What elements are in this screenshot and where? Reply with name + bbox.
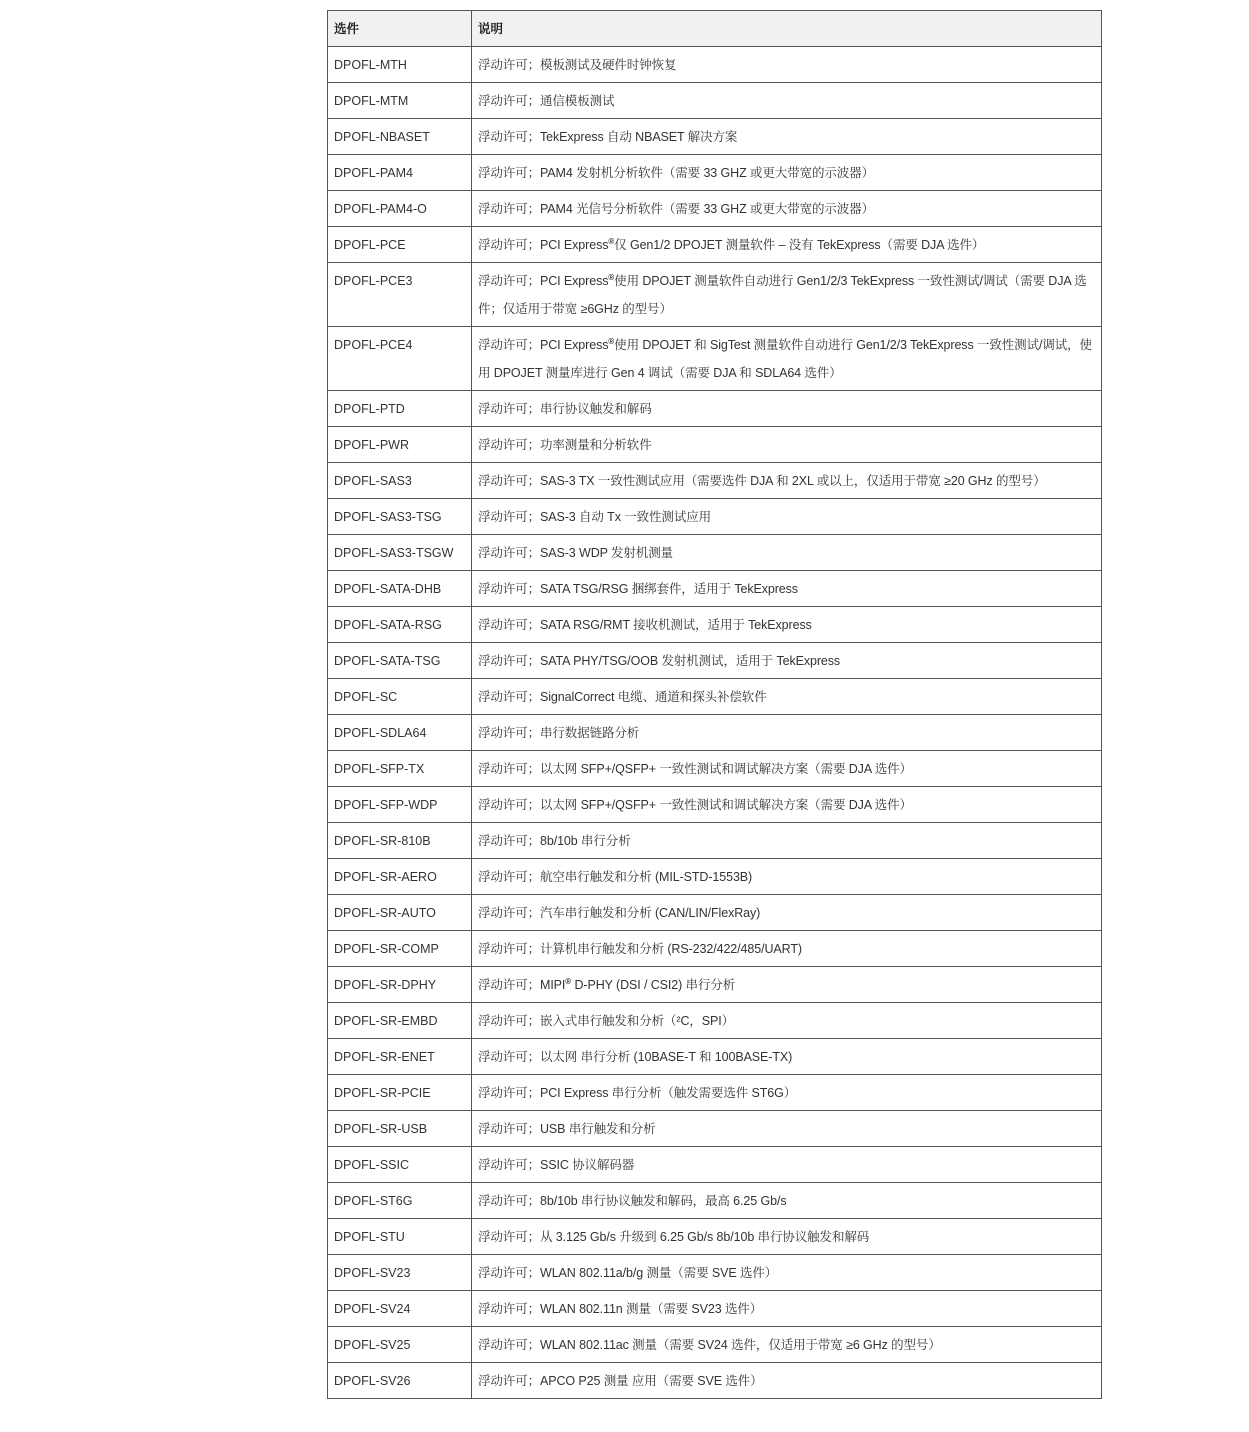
- description-column-header: 说明: [472, 11, 1102, 47]
- option-code-cell: DPOFL-MTH: [328, 47, 472, 83]
- table-row: [328, 83, 1102, 119]
- description-cell: 浮动许可；8b/10b 串行分析: [472, 823, 1102, 859]
- option-code-cell: DPOFL-PCE: [328, 227, 472, 263]
- table-row: [328, 931, 1102, 967]
- table-row: [328, 787, 1102, 823]
- description-cell: [472, 967, 1102, 1003]
- option-code-cell: DPOFL-PAM4-O: [328, 191, 472, 227]
- description-cell: 浮动许可；WLAN 802.11ac 测量（需要 SV24 选件，仅适用于带宽 ≥6 GHz 的型号）: [472, 1327, 1102, 1363]
- option-code-cell: DPOFL-SAS3: [328, 463, 472, 499]
- registered-mark: ®: [608, 336, 615, 346]
- table-row: [328, 607, 1102, 643]
- option-code-cell: DPOFL-PTD: [328, 391, 472, 427]
- option-code-cell: DPOFL-SFP-WDP: [328, 787, 472, 823]
- description-text: 浮动许可；PCI Express: [478, 338, 609, 352]
- description-cell: 浮动许可；计算机串行触发和分析 (RS-232/422/485/UART): [472, 931, 1102, 967]
- description-cell: 浮动许可；TekExpress 自动 NBASET 解决方案: [472, 119, 1102, 155]
- table-row: [328, 1327, 1102, 1363]
- table-body: [328, 47, 1102, 1399]
- option-code-cell: DPOFL-SV24: [328, 1291, 472, 1327]
- description-cell: 浮动许可；嵌入式串行触发和分析（²C，SPI）: [472, 1003, 1102, 1039]
- table-row: [328, 1003, 1102, 1039]
- table-row: [328, 715, 1102, 751]
- description-cell: 浮动许可；SAS-3 自动 Tx 一致性测试应用: [472, 499, 1102, 535]
- description-cell: 浮动许可；通信模板测试: [472, 83, 1102, 119]
- description-cell: 浮动许可；8b/10b 串行协议触发和解码，最高 6.25 Gb/s: [472, 1183, 1102, 1219]
- table-row: [328, 427, 1102, 463]
- option-code-cell: DPOFL-NBASET: [328, 119, 472, 155]
- table-row: [328, 119, 1102, 155]
- description-cell: [472, 327, 1102, 391]
- option-code-cell: DPOFL-SR-DPHY: [328, 967, 472, 1003]
- description-cell: 浮动许可；以太网 串行分析 (10BASE-T 和 100BASE-TX): [472, 1039, 1102, 1075]
- table-row: [328, 967, 1102, 1003]
- description-cell: 浮动许可；SATA PHY/TSG/OOB 发射机测试，适用于 TekExpress: [472, 643, 1102, 679]
- table-row: [328, 227, 1102, 263]
- table-row: [328, 47, 1102, 83]
- registered-mark: ®: [608, 272, 615, 282]
- options-table: [327, 10, 1102, 1399]
- option-code-cell: DPOFL-SR-ENET: [328, 1039, 472, 1075]
- registered-mark: ®: [608, 236, 615, 246]
- description-cell: 浮动许可；串行数据链路分析: [472, 715, 1102, 751]
- table-header: [328, 11, 1102, 47]
- table-row: [328, 859, 1102, 895]
- description-cell: 浮动许可；SATA TSG/RSG 捆绑套件，适用于 TekExpress: [472, 571, 1102, 607]
- option-column-header: 选件: [328, 11, 472, 47]
- description-cell: 浮动许可；以太网 SFP+/QSFP+ 一致性测试和调试解决方案（需要 DJA 选件）: [472, 751, 1102, 787]
- description-cell: 浮动许可；SATA RSG/RMT 接收机测试，适用于 TekExpress: [472, 607, 1102, 643]
- table-row: [328, 1363, 1102, 1399]
- description-cell: 浮动许可；APCO P25 测量 应用（需要 SVE 选件）: [472, 1363, 1102, 1399]
- table-row: [328, 1147, 1102, 1183]
- description-cell: 浮动许可；以太网 SFP+/QSFP+ 一致性测试和调试解决方案（需要 DJA 选件）: [472, 787, 1102, 823]
- description-cell: 浮动许可；从 3.125 Gb/s 升级到 6.25 Gb/s 8b/10b 串行协议触发和解码: [472, 1219, 1102, 1255]
- option-code-cell: DPOFL-SATA-RSG: [328, 607, 472, 643]
- table-row: [328, 679, 1102, 715]
- description-cell: 浮动许可；WLAN 802.11n 测量（需要 SV23 选件）: [472, 1291, 1102, 1327]
- description-cell: 浮动许可；USB 串行触发和分析: [472, 1111, 1102, 1147]
- option-code-cell: DPOFL-SFP-TX: [328, 751, 472, 787]
- table-row: [328, 895, 1102, 931]
- description-text: 浮动许可；PCI Express: [478, 238, 609, 252]
- option-code-cell: DPOFL-SV25: [328, 1327, 472, 1363]
- option-code-cell: DPOFL-SR-PCIE: [328, 1075, 472, 1111]
- description-text: D-PHY (DSI / CSI2) 串行分析: [571, 978, 736, 992]
- description-text: 使用 DPOJET 测量软件自动进行 Gen1/2/3 TekExpress 一致性测试/调试（需要 DJA 选件；仅适用于带宽 ≥6GHz 的型号）: [478, 274, 1087, 316]
- table-row: [328, 263, 1102, 327]
- table-row: [328, 643, 1102, 679]
- option-code-cell: DPOFL-SATA-DHB: [328, 571, 472, 607]
- option-code-cell: DPOFL-SV26: [328, 1363, 472, 1399]
- description-text: 仅 Gen1/2 DPOJET 测量软件 – 没有 TekExpress（需要 DJA 选件）: [614, 238, 985, 252]
- description-cell: 浮动许可；SAS-3 WDP 发射机测量: [472, 535, 1102, 571]
- description-text: 使用 DPOJET 和 SigTest 测量软件自动进行 Gen1/2/3 TekExpress 一致性测试/调试，使用 DPOJET 测量库进行 Gen 4 调试（需要 DJA 和 SDLA64 选件）: [478, 338, 1092, 380]
- option-code-cell: DPOFL-SR-AERO: [328, 859, 472, 895]
- option-code-cell: DPOFL-SV23: [328, 1255, 472, 1291]
- registered-mark: ®: [565, 976, 572, 986]
- header-row: [328, 11, 1102, 47]
- table-row: [328, 155, 1102, 191]
- table-row: [328, 1255, 1102, 1291]
- description-cell: [472, 227, 1102, 263]
- option-code-cell: DPOFL-SR-USB: [328, 1111, 472, 1147]
- table-row: [328, 191, 1102, 227]
- description-cell: 浮动许可；SignalCorrect 电缆、通道和探头补偿软件: [472, 679, 1102, 715]
- description-cell: 浮动许可；PAM4 光信号分析软件（需要 33 GHZ 或更大带宽的示波器）: [472, 191, 1102, 227]
- table-row: [328, 571, 1102, 607]
- option-code-cell: DPOFL-PWR: [328, 427, 472, 463]
- option-code-cell: DPOFL-SR-810B: [328, 823, 472, 859]
- table-row: [328, 1111, 1102, 1147]
- description-cell: 浮动许可；串行协议触发和解码: [472, 391, 1102, 427]
- table-row: [328, 391, 1102, 427]
- option-code-cell: DPOFL-SC: [328, 679, 472, 715]
- description-cell: [472, 263, 1102, 327]
- description-cell: 浮动许可；SAS-3 TX 一致性测试应用（需要选件 DJA 和 2XL 或以上，仅适用于带宽 ≥20 GHz 的型号）: [472, 463, 1102, 499]
- option-code-cell: DPOFL-SATA-TSG: [328, 643, 472, 679]
- option-code-cell: DPOFL-STU: [328, 1219, 472, 1255]
- description-text: 浮动许可；MIPI: [478, 978, 566, 992]
- description-cell: 浮动许可；功率测量和分析软件: [472, 427, 1102, 463]
- option-code-cell: DPOFL-SR-EMBD: [328, 1003, 472, 1039]
- table-row: [328, 535, 1102, 571]
- table-row: [328, 1075, 1102, 1111]
- description-cell: 浮动许可；模板测试及硬件时钟恢复: [472, 47, 1102, 83]
- description-cell: 浮动许可；WLAN 802.11a/b/g 测量（需要 SVE 选件）: [472, 1255, 1102, 1291]
- table-row: [328, 751, 1102, 787]
- table-row: [328, 463, 1102, 499]
- description-cell: 浮动许可；SSIC 协议解码器: [472, 1147, 1102, 1183]
- table-row: [328, 1291, 1102, 1327]
- table-row: [328, 1183, 1102, 1219]
- option-code-cell: DPOFL-PCE4: [328, 327, 472, 391]
- table-row: [328, 1219, 1102, 1255]
- table-row: [328, 1039, 1102, 1075]
- option-code-cell: DPOFL-SSIC: [328, 1147, 472, 1183]
- description-cell: 浮动许可；PCI Express 串行分析（触发需要选件 ST6G）: [472, 1075, 1102, 1111]
- option-code-cell: DPOFL-MTM: [328, 83, 472, 119]
- option-code-cell: DPOFL-SAS3-TSGW: [328, 535, 472, 571]
- description-cell: 浮动许可；PAM4 发射机分析软件（需要 33 GHZ 或更大带宽的示波器）: [472, 155, 1102, 191]
- option-code-cell: DPOFL-PCE3: [328, 263, 472, 327]
- table-row: [328, 823, 1102, 859]
- option-code-cell: DPOFL-SR-AUTO: [328, 895, 472, 931]
- option-code-cell: DPOFL-SAS3-TSG: [328, 499, 472, 535]
- option-code-cell: DPOFL-PAM4: [328, 155, 472, 191]
- option-code-cell: DPOFL-ST6G: [328, 1183, 472, 1219]
- description-text: 浮动许可；PCI Express: [478, 274, 609, 288]
- table-row: [328, 327, 1102, 391]
- description-cell: 浮动许可；汽车串行触发和分析 (CAN/LIN/FlexRay): [472, 895, 1102, 931]
- description-cell: 浮动许可；航空串行触发和分析 (MIL-STD-1553B): [472, 859, 1102, 895]
- option-code-cell: DPOFL-SDLA64: [328, 715, 472, 751]
- option-code-cell: DPOFL-SR-COMP: [328, 931, 472, 967]
- table-row: [328, 499, 1102, 535]
